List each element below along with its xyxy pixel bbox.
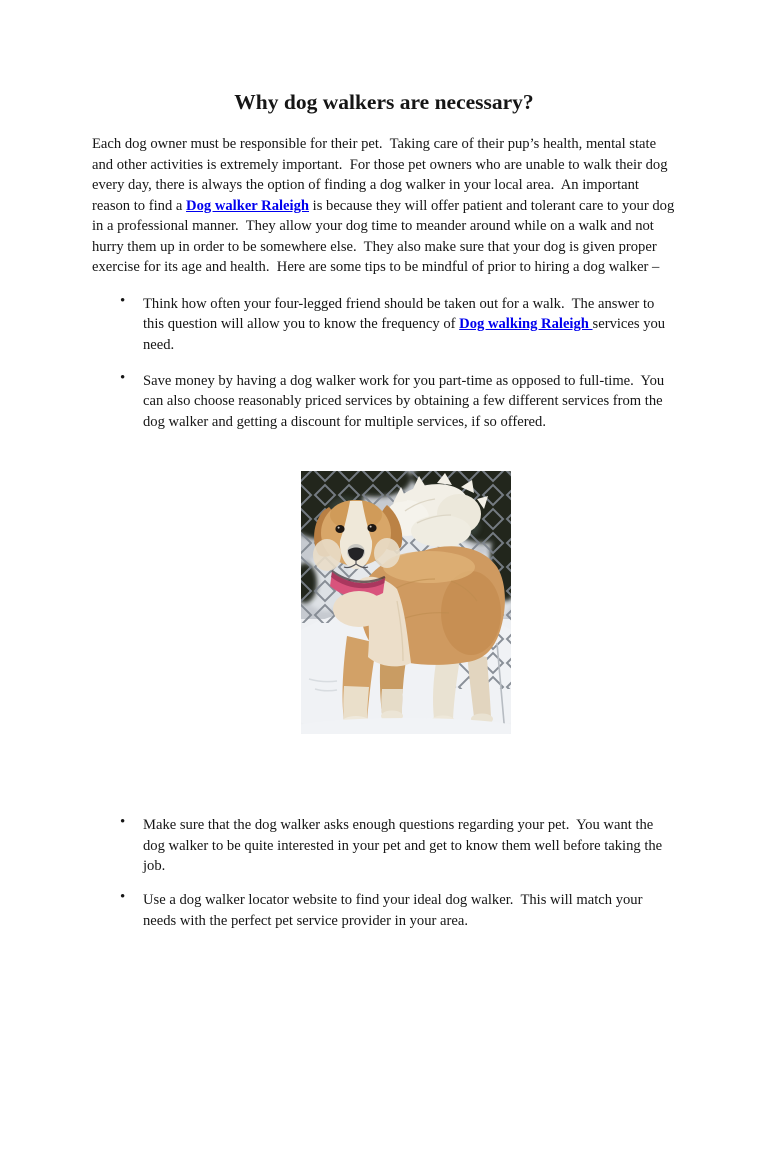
bullet-marker: • — [120, 889, 126, 905]
tips-list-top — [92, 294, 676, 433]
bullet-marker: • — [120, 292, 126, 309]
bullet-marker: • — [120, 814, 126, 830]
dog-eye-right — [367, 524, 376, 532]
page-title: Why dog walkers are necessary? — [234, 90, 534, 114]
text-run: Each dog owner must be responsible for their pet. Taking care of their pup’s health, mental state and other activities is extremely important. For those pet owners who are unable to walk their dog every day, there is always the option of finding a dog walker in your local area. An important reason to find a — [92, 136, 672, 214]
text-run: Make sure that the dog walker asks enough questions regarding your pet. You want the dog walker to be quite interested in your pet and get to know them well before taking the job. — [143, 817, 666, 874]
list-item-text — [143, 892, 646, 929]
dog-photo-illustration — [301, 471, 511, 734]
intro-paragraph — [92, 134, 676, 278]
list-item-text — [143, 373, 668, 430]
dog-neck-fluff — [333, 591, 385, 627]
bullet-marker: • — [120, 369, 126, 386]
list-item — [92, 815, 676, 877]
list-item-text — [143, 817, 666, 874]
text-run: Save money by having a dog walker work for you part-time as opposed to full-time. You can also choose reasonably priced services by obtaining a few different services from the dog walker and getting a discount for multiple services, if so offered. — [143, 372, 668, 430]
text-run: Use a dog walker locator website to find your ideal dog walker. This will match your needs with the perfect pet service provider in your area. — [143, 892, 647, 929]
document-page — [0, 89, 768, 931]
list-item-text — [143, 296, 669, 353]
list-item — [92, 294, 676, 356]
dog-eye-left — [335, 525, 344, 533]
dog-head — [313, 500, 402, 571]
tips-list-bottom — [92, 815, 676, 931]
inline-link[interactable]: Dog walker Raleigh — [186, 197, 309, 214]
dog-photo — [301, 471, 511, 734]
text-run: is because they will offer patient and tolerant care to your dog in a professional manner. They allow your dog time to meander around while on a walk and not hurry them up in order to be somewhere else. They also make sure that your dog is given proper exercise for its age and health. Here are some tips to be mindful of prior to hiring a dog walker – — [92, 197, 678, 275]
text-run: services you need. — [143, 316, 669, 353]
inline-link[interactable]: Dog walking Raleigh — [459, 316, 593, 332]
list-item — [92, 890, 676, 931]
list-item — [92, 371, 676, 433]
text-run: Think how often your four-legged friend should be taken out for a walk. The answer to this question will allow you to know the frequency of — [143, 295, 658, 332]
